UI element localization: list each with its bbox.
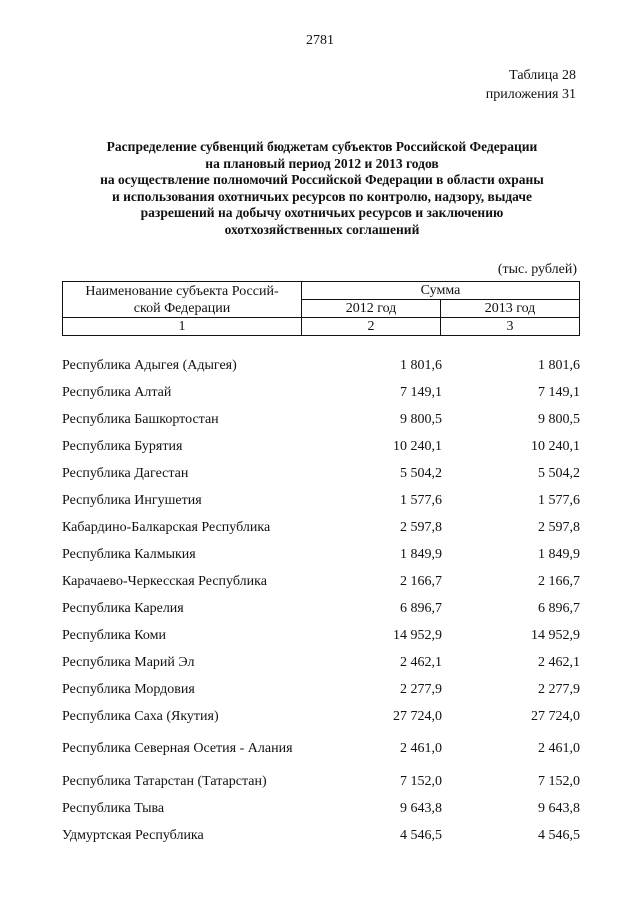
table-row [62,460,580,487]
region-name: Республика Адыгея (Адыгея) [62,357,237,373]
value-2012: 10 240,1 [393,438,442,454]
page-number: 2781 [306,33,334,48]
title-line: и использования охотничьих ресурсов по контролю, надзору, выдаче [111,188,533,204]
table-row [62,595,580,622]
value-2013: 6 896,7 [538,600,580,616]
region-name: Республика Северная Осетия - Алания [62,741,293,756]
value-2012: 2 461,0 [400,741,442,756]
header-name-line2: ской Федерации [133,300,231,316]
header-name-line1: Наименование субъекта Россий- [85,283,279,299]
value-2013: 2 462,1 [538,654,580,670]
value-2013: 2 461,0 [538,741,580,756]
table-body [62,352,580,849]
title-line: охотхозяйственных соглашений [224,221,420,237]
value-2013: 5 504,2 [538,465,580,481]
value-2012: 2 166,7 [400,573,442,589]
value-2013: 10 240,1 [531,438,580,454]
value-2013: 9 643,8 [538,800,580,816]
value-2012: 4 546,5 [400,827,442,843]
region-name: Республика Алтай [62,384,172,400]
table-reference [486,66,576,104]
table-row [62,433,580,460]
value-2012: 27 724,0 [393,708,442,724]
value-2012: 6 896,7 [400,600,442,616]
table-row [62,568,580,595]
title-line: Распределение субвенций бюджетам субъектов Российской Федерации [106,139,538,154]
value-2012: 9 800,5 [400,411,442,427]
value-2013: 9 800,5 [538,411,580,427]
appendix-number: приложения 31 [485,87,576,102]
table-row [62,676,580,703]
region-name: Республика Дагестан [62,465,189,481]
value-2012: 2 462,1 [400,654,442,670]
title-line: на плановый период 2012 и 2013 годов [205,155,439,171]
region-name: Республика Мордовия [62,681,195,697]
value-2013: 2 166,7 [538,573,580,589]
header-year-2013: 2013 год [441,300,580,318]
region-name: Республика Саха (Якутия) [62,708,219,724]
value-2012: 1 577,6 [400,492,442,508]
table-number: Таблица 28 [509,68,576,83]
table-row [62,406,580,433]
value-2013: 1 801,6 [538,357,580,373]
table-row [62,768,580,795]
value-2013: 1 577,6 [538,492,580,508]
value-2012: 1 849,9 [400,546,442,562]
value-2013: 1 849,9 [538,546,580,562]
column-number-3: 3 [441,318,580,336]
table-row [62,822,580,849]
value-2012: 14 952,9 [393,627,442,643]
value-2012: 7 149,1 [400,384,442,400]
value-2012: 7 152,0 [400,773,442,789]
value-2013: 2 277,9 [538,681,580,697]
units-label: (тыс. рублей) [497,262,577,277]
table-row [62,795,580,822]
title-line: на осуществление полномочий Российской Федерации в области охраны [100,172,544,187]
table-row [62,487,580,514]
table-row [62,514,580,541]
region-name: Республика Марий Эл [62,654,195,670]
value-2013: 27 724,0 [531,708,580,724]
region-name: Республика Бурятия [62,438,183,454]
document-title [60,139,584,238]
region-name: Кабардино-Балкарская Республика [62,519,271,535]
value-2013: 14 952,9 [531,627,580,643]
header-sum-cell: Сумма [302,282,580,300]
region-name: Республика Калмыкия [62,546,196,562]
header-year-2012: 2012 год [302,300,441,318]
value-2013: 4 546,5 [538,827,580,843]
value-2013: 7 152,0 [538,773,580,789]
region-name: Республика Башкортостан [62,411,219,427]
header-name-cell [63,282,302,318]
table-header [62,281,580,336]
table-row [62,649,580,676]
table-row [62,352,580,379]
value-2013: 2 597,8 [538,519,580,535]
region-name: Республика Тыва [62,800,165,816]
value-2012: 1 801,6 [400,357,442,373]
value-2012: 9 643,8 [400,800,442,816]
value-2012: 5 504,2 [400,465,442,481]
table-row [62,541,580,568]
value-2013: 7 149,1 [538,384,580,400]
region-name: Республика Коми [62,627,166,643]
region-name: Карачаево-Черкесская Республика [62,573,267,589]
column-number-2: 2 [302,318,441,336]
value-2012: 2 597,8 [400,519,442,535]
title-line: разрешений на добычу охотничьих ресурсов и заключению [140,205,504,220]
table-row [62,379,580,406]
column-number-1: 1 [63,318,302,336]
value-2012: 2 277,9 [400,681,442,697]
region-name: Республика Татарстан (Татарстан) [62,773,267,789]
region-name: Удмуртская Республика [62,827,204,843]
table-row [62,730,580,768]
table-row [62,703,580,730]
table-row [62,622,580,649]
region-name: Республика Карелия [62,600,184,616]
region-name: Республика Ингушетия [62,492,202,508]
